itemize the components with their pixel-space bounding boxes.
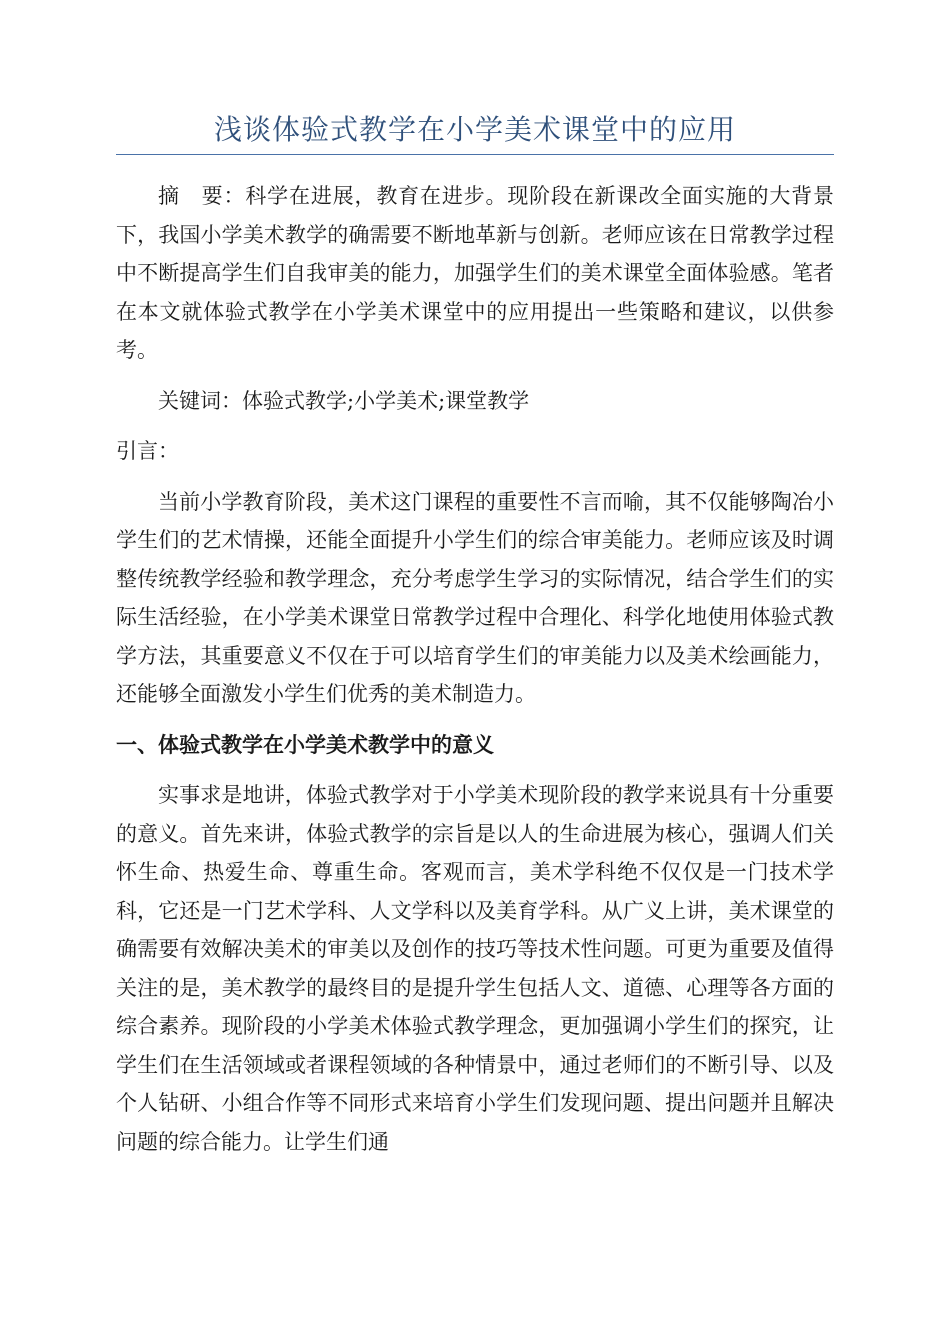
keywords-line: 关键词：体验式教学;小学美术;课堂教学 [158,388,530,413]
document-title: 浅谈体验式教学在小学美术课堂中的应用 [116,110,834,155]
document-page [116,110,834,1161]
section-heading: 一、体验式教学在小学美术教学中的意义 [116,732,494,757]
abstract-paragraph: 摘 要：科学在进展，教育在进步。现阶段在新课改全面实施的大背景下，我国小学美术教学的确需要不断地革新与创新。老师应该在日常教学过程中不断提高学生们自我审美的能力，加强学生们的美术课堂全面体验感。笔者在本文就体验式教学在小学美术课堂中的应用提出一些策略和建议，以供参考。 [116,184,834,362]
intro-label: 引言： [116,439,179,463]
section-paragraph: 实事求是地讲，体验式教学对于小学美术现阶段的教学来说具有十分重要的意义。首先来讲，体验式教学的宗旨是以人的生命进展为核心，强调人们关怀生命、热爱生命、尊重生命。客观而言，美术学科绝不仅仅是一门技术学科，它还是一门艺术学科、人文学科以及美育学科。从广义上讲，美术课堂的确需要有效解决美术的审美以及创作的技巧等技术性问题。可更为重要及值得关注的是，美术教学的最终目的是提升学生包括人文、道德、心理等各方面的综合素养。现阶段的小学美术体验式教学理念，更加强调小学生们的探究，让学生们在生活领域或者课程领域的各种情景中，通过老师们的不断引导、以及个人钻研、小组合作等不同形式来培育小学生们发现问题、提出问题并且解决问题的综合能力。让学生们通 [116,783,834,1154]
intro-paragraph: 当前小学教育阶段，美术这门课程的重要性不言而喻，其不仅能够陶冶小学生们的艺术情操，还能全面提升小学生们的综合审美能力。老师应该及时调整传统教学经验和教学理念，充分考虑学生学习的实际情况，结合学生们的实际生活经验，在小学美术课堂日常教学过程中合理化、科学化地使用体验式教学方法，其重要意义不仅在于可以培育学生们的审美能力以及美术绘画能力，还能够全面激发小学生们优秀的美术制造力。 [116,489,834,706]
